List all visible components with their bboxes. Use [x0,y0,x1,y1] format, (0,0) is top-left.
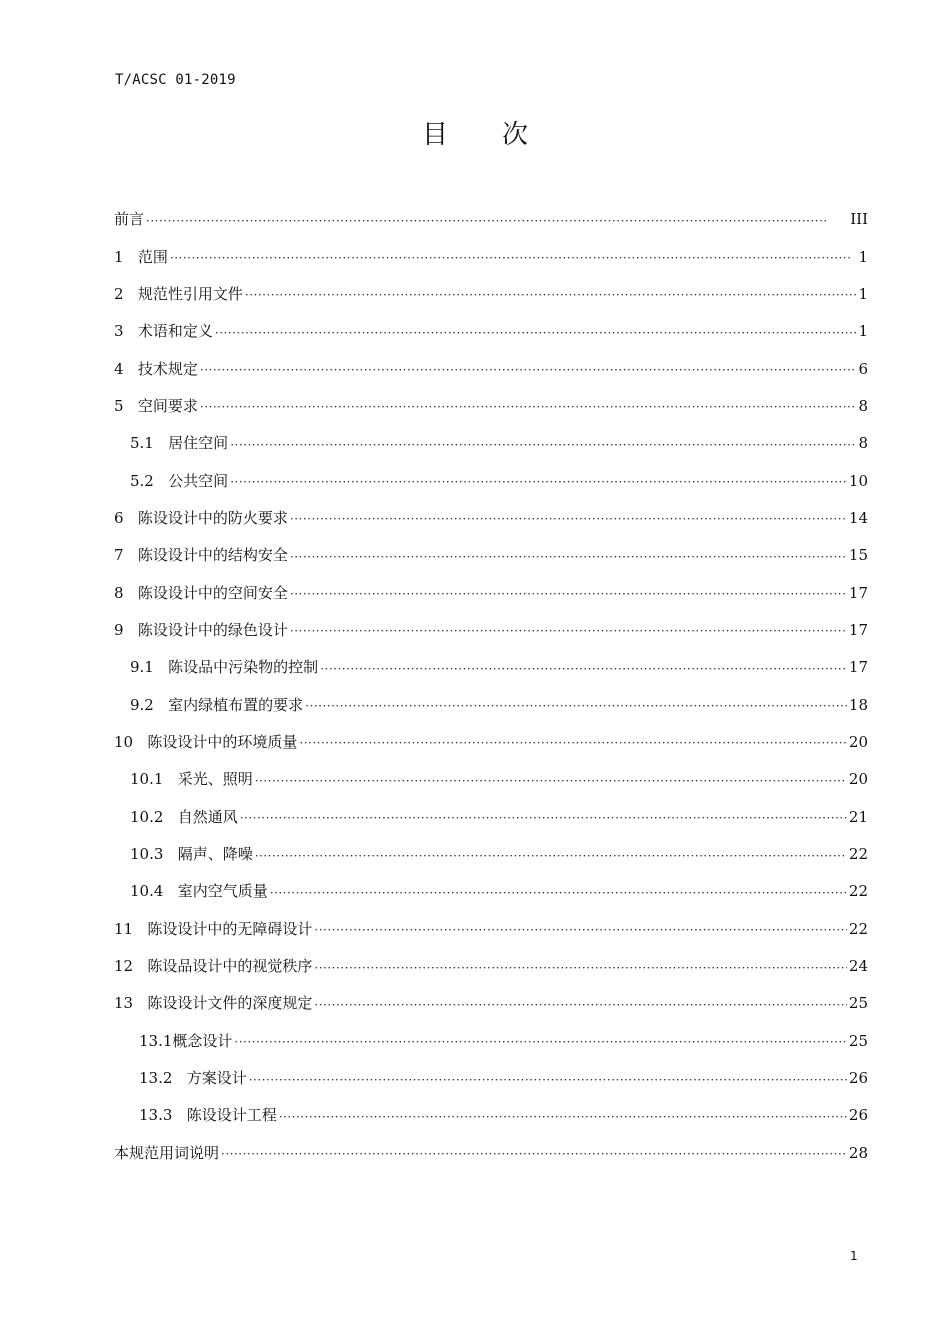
toc-entry-page: 17 [848,658,868,677]
page-title: 目次 [421,120,582,150]
toc-entry-number: 13.2 [139,1069,187,1088]
toc-entry-title: 公共空间 [168,471,229,490]
toc-entry-number: 10.1 [130,770,178,789]
toc-entry[interactable] [114,1135,868,1172]
toc-entry-title: 陈设设计中的防火要求 [137,508,288,527]
toc-entry-page: 14 [848,508,868,527]
toc-entry-title: 技术规定 [137,359,198,378]
toc-dot-leader [249,1074,847,1086]
toc-entry-page: 20 [848,770,868,789]
toc-dot-leader [305,700,847,712]
toc-entry[interactable] [114,1060,868,1097]
toc-entry[interactable] [114,612,868,649]
toc-entry-title: 隔声、降噪 [177,845,253,864]
toc-entry-page: 28 [848,1143,868,1162]
toc-entry[interactable] [114,313,868,350]
toc-entry[interactable] [114,350,868,387]
toc-entry-page: 22 [848,882,868,901]
toc-entry[interactable] [114,873,868,910]
toc-entry-page: 6 [858,359,868,378]
toc-entry-title: 陈设设计中的空间安全 [137,583,288,602]
toc-entry-title: 术语和定义 [137,322,213,341]
toc-entry-number: 12 [114,957,148,976]
toc-entry-title: 范围 [137,247,168,266]
toc-entry-title: 陈设设计文件的深度规定 [147,994,313,1013]
toc-entry-title: 自然通风 [177,807,238,826]
toc-entry-page: 25 [848,994,868,1013]
toc-dot-leader [290,513,847,525]
toc-dot-leader [234,1036,846,1048]
toc-dot-leader [290,551,847,563]
toc-dot-leader [200,364,857,376]
toc-entry-number: 10.3 [130,845,178,864]
toc-entry-title: 陈设设计中的绿色设计 [137,620,288,639]
toc-entry-title: 室内空气质量 [177,882,268,901]
toc-entry-title: 空间要求 [137,396,198,415]
toc-entry-number: 2 [114,284,138,303]
toc-dot-leader [299,737,846,749]
toc-entry[interactable] [114,537,868,574]
toc-entry-title: 陈设品中污染物的控制 [168,658,319,677]
toc-entry-page: 8 [858,434,868,453]
toc-dot-leader [270,887,847,899]
toc-entry[interactable] [114,201,868,238]
toc-entry-page: III [850,210,868,229]
toc-entry-page: 22 [848,919,868,938]
toc-entry[interactable] [114,761,868,798]
toc-entry-title: 前言 [114,210,145,229]
toc-entry[interactable] [114,1097,868,1134]
toc-entry-page: 20 [848,732,868,751]
toc-entry-page: 25 [848,1031,868,1050]
toc-entry[interactable] [114,686,868,723]
toc-entry-number: 10 [114,732,148,751]
toc-dot-leader [240,812,847,824]
toc-entry[interactable] [114,799,868,836]
toc-entry[interactable] [114,388,868,425]
toc-entry-title: 陈设设计中的结构安全 [137,546,288,565]
toc-entry-page: 15 [848,546,868,565]
toc-entry-page: 22 [848,845,868,864]
toc-entry[interactable] [114,724,868,761]
toc-entry-number: 13 [114,994,148,1013]
toc-dot-leader [200,401,857,413]
toc-entry-number: 9 [114,620,138,639]
toc-entry-title: 陈设设计中的环境质量 [147,732,298,751]
toc-entry-title: 陈设设计中的无障碍设计 [147,919,313,938]
toc-entry-number: 9.2 [130,695,169,714]
toc-entry[interactable] [114,948,868,985]
toc-entry-number: 10.4 [130,882,178,901]
toc-dot-leader [290,588,847,600]
toc-entry-page: 21 [848,807,868,826]
toc-entry-title: 陈设设计工程 [186,1106,277,1125]
toc-entry-number: 7 [114,546,138,565]
toc-entry[interactable] [114,462,868,499]
page-number: 1 [850,1249,858,1263]
toc-entry[interactable] [114,425,868,462]
toc-entry[interactable] [114,500,868,537]
toc-entry-number: 6 [114,508,138,527]
toc-entry-page: 17 [848,620,868,639]
toc-dot-leader [170,252,857,264]
toc-entry-page: 1 [858,322,868,341]
toc-entry-page: 1 [858,247,868,266]
toc-entry[interactable] [114,911,868,948]
toc-entry-title: 陈设品设计中的视觉秩序 [147,957,313,976]
toc-entry-title: 规范性引用文件 [137,284,243,303]
toc-dot-leader [279,1111,847,1123]
toc-entry[interactable] [114,985,868,1022]
toc-entry-title: 本规范用词说明 [114,1143,220,1162]
toc-entry-number: 8 [114,583,138,602]
toc-entry-number: 5.2 [130,471,169,490]
toc-entry-page: 1 [858,284,868,303]
table-of-contents [114,201,868,1172]
toc-dot-leader [245,289,857,301]
toc-dot-leader [230,476,847,488]
toc-entry-page: 26 [848,1106,868,1125]
toc-dot-leader [146,215,848,227]
toc-entry-number: 3 [114,322,138,341]
toc-entry-page: 10 [848,471,868,490]
toc-entry[interactable] [114,649,868,686]
toc-dot-leader [255,775,847,787]
toc-dot-leader [230,439,856,451]
toc-entry-title: 概念设计 [172,1031,233,1050]
toc-entry[interactable] [114,276,868,313]
toc-entry-number: 9.1 [130,658,169,677]
toc-entry-title: 居住空间 [168,434,229,453]
toc-entry-number: 11 [114,919,148,938]
toc-dot-leader [314,999,846,1011]
toc-entry-number: 13.3 [139,1106,187,1125]
toc-entry-number: 4 [114,359,138,378]
toc-entry[interactable] [114,1023,868,1060]
toc-entry-page: 26 [848,1069,868,1088]
toc-entry-page: 8 [858,396,868,415]
toc-dot-leader [221,1148,847,1160]
toc-dot-leader [255,850,847,862]
toc-entry-number: 5 [114,396,138,415]
toc-entry-title: 室内绿植布置的要求 [168,695,304,714]
document-code: T/ACSC 01-2019 [115,72,236,88]
toc-dot-leader [320,663,847,675]
toc-entry[interactable] [114,836,868,873]
toc-entry-number: 1 [114,247,138,266]
toc-entry-title: 采光、照明 [177,770,253,789]
toc-entry-page: 24 [848,957,868,976]
toc-entry-page: 18 [848,695,868,714]
toc-entry-title: 方案设计 [186,1069,247,1088]
toc-dot-leader [215,327,857,339]
toc-entry-number: 10.2 [130,807,178,826]
toc-dot-leader [314,924,846,936]
toc-entry-page: 17 [848,583,868,602]
toc-dot-leader [314,962,846,974]
toc-entry[interactable] [114,238,868,275]
toc-entry[interactable] [114,574,868,611]
toc-dot-leader [290,625,847,637]
toc-entry-number: 13.1 [139,1031,173,1050]
toc-entry-number: 5.1 [130,434,169,453]
